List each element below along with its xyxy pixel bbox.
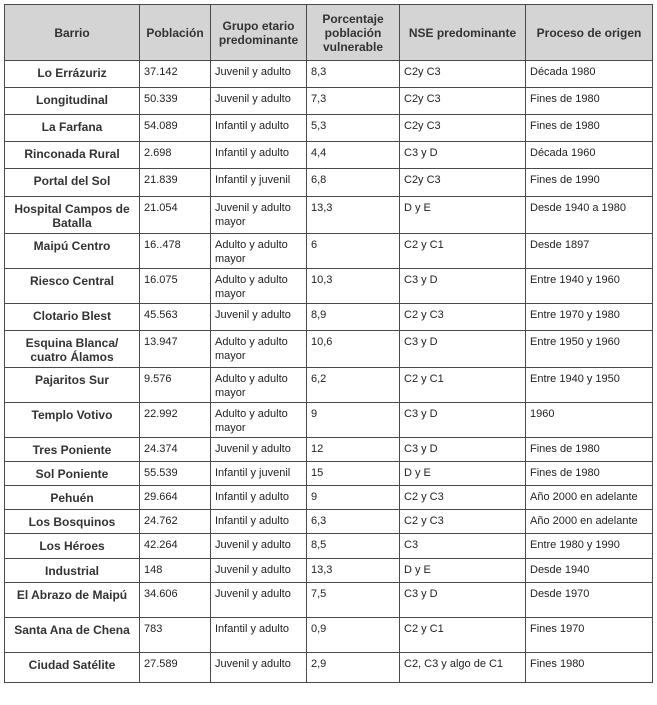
porcentaje-cell: 5,3 (307, 115, 400, 142)
grupo-etario-cell: Adulto y adulto mayor (211, 368, 307, 403)
poblacion-cell: 783 (140, 618, 211, 653)
grupo-etario-cell: Adulto y adulto mayor (211, 331, 307, 368)
barrio-cell: Portal del Sol (5, 169, 140, 197)
barrio-cell: Lo Errázuriz (5, 61, 140, 88)
porcentaje-cell: 10,3 (307, 269, 400, 304)
header-porcentaje-vulnerable: Porcentaje población vulnerable (307, 5, 400, 61)
header-poblacion: Población (140, 5, 211, 61)
barrio-cell: El Abrazo de Maipú (5, 583, 140, 618)
proceso-origen-cell: Entre 1940 y 1950 (526, 368, 653, 403)
barrio-cell: Maipú Centro (5, 234, 140, 269)
grupo-etario-cell: Infantil y adulto (211, 142, 307, 169)
table-row (5, 486, 653, 510)
porcentaje-cell: 6 (307, 234, 400, 269)
nse-cell: C3 y D (400, 403, 526, 438)
porcentaje-cell: 7,3 (307, 88, 400, 115)
poblacion-cell: 54.089 (140, 115, 211, 142)
proceso-origen-cell: Fines 1980 (526, 653, 653, 683)
barrio-cell: Pehuén (5, 486, 140, 510)
poblacion-cell: 42.264 (140, 534, 211, 559)
barrio-cell: Sol Poniente (5, 462, 140, 486)
porcentaje-cell: 6,2 (307, 368, 400, 403)
porcentaje-cell: 8,3 (307, 61, 400, 88)
header-barrio: Barrio (5, 5, 140, 61)
poblacion-cell: 9.576 (140, 368, 211, 403)
barrio-cell: Santa Ana de Chena (5, 618, 140, 653)
proceso-origen-cell: Fines de 1980 (526, 115, 653, 142)
porcentaje-cell: 8,5 (307, 534, 400, 559)
table-row (5, 403, 653, 438)
poblacion-cell: 21.054 (140, 197, 211, 234)
barrio-cell: Esquina Blanca/ cuatro Álamos (5, 331, 140, 368)
porcentaje-cell: 12 (307, 438, 400, 462)
nse-cell: C2y C3 (400, 88, 526, 115)
poblacion-cell: 16.075 (140, 269, 211, 304)
proceso-origen-cell: Año 2000 en adelante (526, 486, 653, 510)
poblacion-cell: 2.698 (140, 142, 211, 169)
table-row (5, 115, 653, 142)
grupo-etario-cell: Infantil y adulto (211, 486, 307, 510)
poblacion-cell: 55.539 (140, 462, 211, 486)
poblacion-cell: 13.947 (140, 331, 211, 368)
grupo-etario-cell: Juvenil y adulto (211, 559, 307, 583)
proceso-origen-cell: Desde 1897 (526, 234, 653, 269)
grupo-etario-cell: Adulto y adulto mayor (211, 403, 307, 438)
proceso-origen-cell: Desde 1940 (526, 559, 653, 583)
table-row (5, 653, 653, 683)
nse-cell: C2 y C1 (400, 234, 526, 269)
table-row (5, 559, 653, 583)
nse-cell: C2 y C3 (400, 510, 526, 534)
table-row (5, 304, 653, 331)
barrio-cell: Clotario Blest (5, 304, 140, 331)
barrio-cell: La Farfana (5, 115, 140, 142)
porcentaje-cell: 2,9 (307, 653, 400, 683)
proceso-origen-cell: Década 1980 (526, 61, 653, 88)
table-row (5, 438, 653, 462)
poblacion-cell: 22.992 (140, 403, 211, 438)
grupo-etario-cell: Juvenil y adulto mayor (211, 197, 307, 234)
barrios-table (4, 4, 653, 683)
nse-cell: D y E (400, 559, 526, 583)
porcentaje-cell: 15 (307, 462, 400, 486)
barrio-cell: Los Bosquinos (5, 510, 140, 534)
grupo-etario-cell: Juvenil y adulto (211, 438, 307, 462)
nse-cell: C3 y D (400, 438, 526, 462)
nse-cell: C2 y C3 (400, 486, 526, 510)
porcentaje-cell: 9 (307, 486, 400, 510)
table-row (5, 269, 653, 304)
poblacion-cell: 34.606 (140, 583, 211, 618)
table-row (5, 583, 653, 618)
nse-cell: D y E (400, 462, 526, 486)
proceso-origen-cell: Fines de 1980 (526, 88, 653, 115)
barrio-cell: Tres Poniente (5, 438, 140, 462)
table-row (5, 197, 653, 234)
proceso-origen-cell: 1960 (526, 403, 653, 438)
poblacion-cell: 29.664 (140, 486, 211, 510)
porcentaje-cell: 8,9 (307, 304, 400, 331)
poblacion-cell: 45.563 (140, 304, 211, 331)
grupo-etario-cell: Infantil y adulto (211, 510, 307, 534)
table-row (5, 534, 653, 559)
table-row (5, 510, 653, 534)
grupo-etario-cell: Juvenil y adulto (211, 653, 307, 683)
proceso-origen-cell: Fines de 1990 (526, 169, 653, 197)
proceso-origen-cell: Entre 1940 y 1960 (526, 269, 653, 304)
table-row (5, 331, 653, 368)
nse-cell: D y E (400, 197, 526, 234)
porcentaje-cell: 7,5 (307, 583, 400, 618)
nse-cell: C3 y D (400, 142, 526, 169)
header-nse: NSE predominante (400, 5, 526, 61)
grupo-etario-cell: Juvenil y adulto (211, 534, 307, 559)
table-row (5, 88, 653, 115)
porcentaje-cell: 4,4 (307, 142, 400, 169)
porcentaje-cell: 9 (307, 403, 400, 438)
barrio-cell: Rinconada Rural (5, 142, 140, 169)
proceso-origen-cell: Desde 1940 a 1980 (526, 197, 653, 234)
nse-cell: C2y C3 (400, 169, 526, 197)
nse-cell: C2y C3 (400, 115, 526, 142)
barrio-cell: Templo Votivo (5, 403, 140, 438)
barrio-cell: Pajaritos Sur (5, 368, 140, 403)
nse-cell: C2, C3 y algo de C1 (400, 653, 526, 683)
nse-cell: C2 y C1 (400, 368, 526, 403)
poblacion-cell: 37.142 (140, 61, 211, 88)
header-proceso-origen: Proceso de origen (526, 5, 653, 61)
porcentaje-cell: 13,3 (307, 559, 400, 583)
poblacion-cell: 24.374 (140, 438, 211, 462)
porcentaje-cell: 10,6 (307, 331, 400, 368)
header-grupo-etario: Grupo etario predominante (211, 5, 307, 61)
poblacion-cell: 50.339 (140, 88, 211, 115)
grupo-etario-cell: Infantil y juvenil (211, 169, 307, 197)
poblacion-cell: 21.839 (140, 169, 211, 197)
barrio-cell: Ciudad Satélite (5, 653, 140, 683)
table-row (5, 368, 653, 403)
grupo-etario-cell: Infantil y juvenil (211, 462, 307, 486)
grupo-etario-cell: Infantil y adulto (211, 115, 307, 142)
proceso-origen-cell: Entre 1980 y 1990 (526, 534, 653, 559)
nse-cell: C3 y D (400, 583, 526, 618)
barrio-cell: Los Héroes (5, 534, 140, 559)
porcentaje-cell: 6,8 (307, 169, 400, 197)
grupo-etario-cell: Juvenil y adulto (211, 304, 307, 331)
porcentaje-cell: 0,9 (307, 618, 400, 653)
grupo-etario-cell: Infantil y adulto (211, 618, 307, 653)
barrio-cell: Hospital Campos de Batalla (5, 197, 140, 234)
barrio-cell: Industrial (5, 559, 140, 583)
porcentaje-cell: 6,3 (307, 510, 400, 534)
nse-cell: C2 y C3 (400, 304, 526, 331)
proceso-origen-cell: Entre 1950 y 1960 (526, 331, 653, 368)
barrio-cell: Longitudinal (5, 88, 140, 115)
grupo-etario-cell: Juvenil y adulto (211, 583, 307, 618)
porcentaje-cell: 13,3 (307, 197, 400, 234)
proceso-origen-cell: Fines 1970 (526, 618, 653, 653)
proceso-origen-cell: Fines de 1980 (526, 462, 653, 486)
table-row (5, 618, 653, 653)
table-row (5, 169, 653, 197)
proceso-origen-cell: Desde 1970 (526, 583, 653, 618)
table-row (5, 142, 653, 169)
grupo-etario-cell: Adulto y adulto mayor (211, 234, 307, 269)
proceso-origen-cell: Década 1960 (526, 142, 653, 169)
table-row (5, 61, 653, 88)
table-row (5, 234, 653, 269)
poblacion-cell: 24.762 (140, 510, 211, 534)
proceso-origen-cell: Fines de 1980 (526, 438, 653, 462)
barrio-cell: Riesco Central (5, 269, 140, 304)
table-row (5, 462, 653, 486)
grupo-etario-cell: Adulto y adulto mayor (211, 269, 307, 304)
nse-cell: C2 y C1 (400, 618, 526, 653)
poblacion-cell: 148 (140, 559, 211, 583)
grupo-etario-cell: Juvenil y adulto (211, 61, 307, 88)
table-body (5, 61, 653, 683)
grupo-etario-cell: Juvenil y adulto (211, 88, 307, 115)
header-row (5, 5, 653, 61)
nse-cell: C3 y D (400, 269, 526, 304)
proceso-origen-cell: Entre 1970 y 1980 (526, 304, 653, 331)
poblacion-cell: 16..478 (140, 234, 211, 269)
proceso-origen-cell: Año 2000 en adelante (526, 510, 653, 534)
poblacion-cell: 27.589 (140, 653, 211, 683)
nse-cell: C2y C3 (400, 61, 526, 88)
nse-cell: C3 y D (400, 331, 526, 368)
nse-cell: C3 (400, 534, 526, 559)
